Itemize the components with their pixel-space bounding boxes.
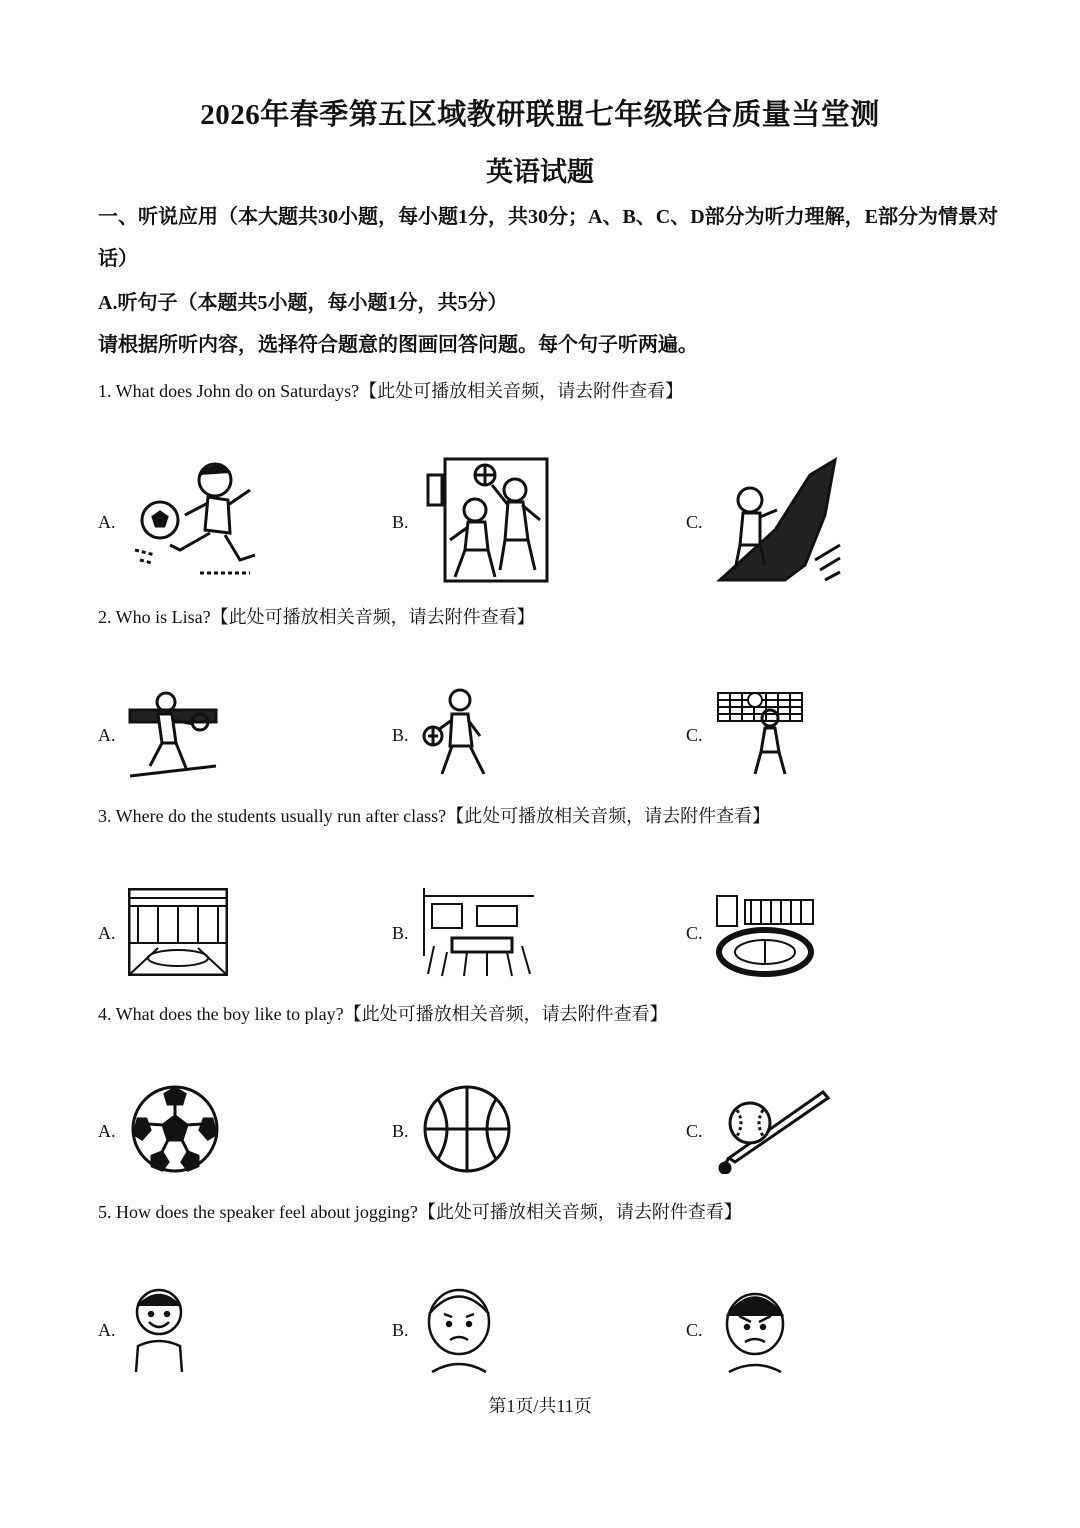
option-label: A.	[98, 512, 116, 532]
boys-playing-basketball-icon[interactable]	[420, 455, 550, 585]
boy-climbing-mountain-icon[interactable]	[715, 455, 845, 585]
option-label: A.	[98, 1320, 116, 1340]
page-footer: 第1页/共11页	[488, 1396, 592, 1416]
question-2-text: 2. Who is Lisa?【此处可播放相关音频，请去附件查看】	[98, 607, 535, 627]
angry-boy-icon[interactable]	[715, 1284, 795, 1374]
exam-title: 2026年春季第五区域教研联盟七年级联合质量当堂测	[200, 99, 880, 131]
option-label: C.	[686, 923, 703, 943]
option-label: B.	[392, 512, 409, 532]
question-1-text: 1. What does John do on Saturdays?【此处可播放相关音频，请去附件查看】	[98, 381, 684, 401]
exam-subtitle: 英语试题	[486, 157, 594, 187]
option-label: B.	[392, 1320, 409, 1340]
option-label: A.	[98, 1121, 116, 1141]
girl-playing-tennis-icon[interactable]	[128, 688, 218, 778]
worried-boy-icon[interactable]	[418, 1284, 500, 1374]
option-label: C.	[686, 725, 703, 745]
boy-playing-soccer-icon[interactable]	[130, 455, 260, 585]
girl-playing-basketball-icon[interactable]	[420, 688, 500, 778]
playground-icon[interactable]	[715, 886, 815, 978]
gym-icon[interactable]	[128, 888, 228, 976]
option-label: C.	[686, 1320, 703, 1340]
soccer-ball-icon[interactable]	[130, 1084, 220, 1174]
option-label: B.	[392, 1121, 409, 1141]
part-a-heading: A.听句子（本题共5小题，每小题1分，共5分）	[98, 292, 508, 314]
instruction-text: 请根据所听内容，选择符合题意的图画回答问题。每个句子听两遍。	[98, 334, 698, 356]
question-3-text: 3. Where do the students usually run after class?【此处可播放相关音频，请去附件查看】	[98, 806, 771, 826]
option-label: A.	[98, 923, 116, 943]
option-label: C.	[686, 512, 703, 532]
question-5-text: 5. How does the speaker feel about jogging?【此处可播放相关音频，请去附件查看】	[98, 1202, 742, 1222]
section-heading: 一、听说应用（本大题共30小题，每小题1分，共30分；A、B、C、D部分为听力理解，E部分为情景对话）	[98, 206, 999, 270]
girl-playing-volleyball-icon[interactable]	[715, 688, 805, 778]
option-label: B.	[392, 923, 409, 943]
option-label: A.	[98, 725, 116, 745]
question-4-text: 4. What does the boy like to play?【此处可播放相关音频，请去附件查看】	[98, 1004, 668, 1024]
happy-boy-icon[interactable]	[130, 1284, 188, 1374]
classroom-icon[interactable]	[422, 886, 537, 978]
baseball-bat-icon[interactable]	[715, 1088, 830, 1174]
option-label: C.	[686, 1121, 703, 1141]
basketball-icon[interactable]	[422, 1084, 512, 1174]
option-label: B.	[392, 725, 409, 745]
